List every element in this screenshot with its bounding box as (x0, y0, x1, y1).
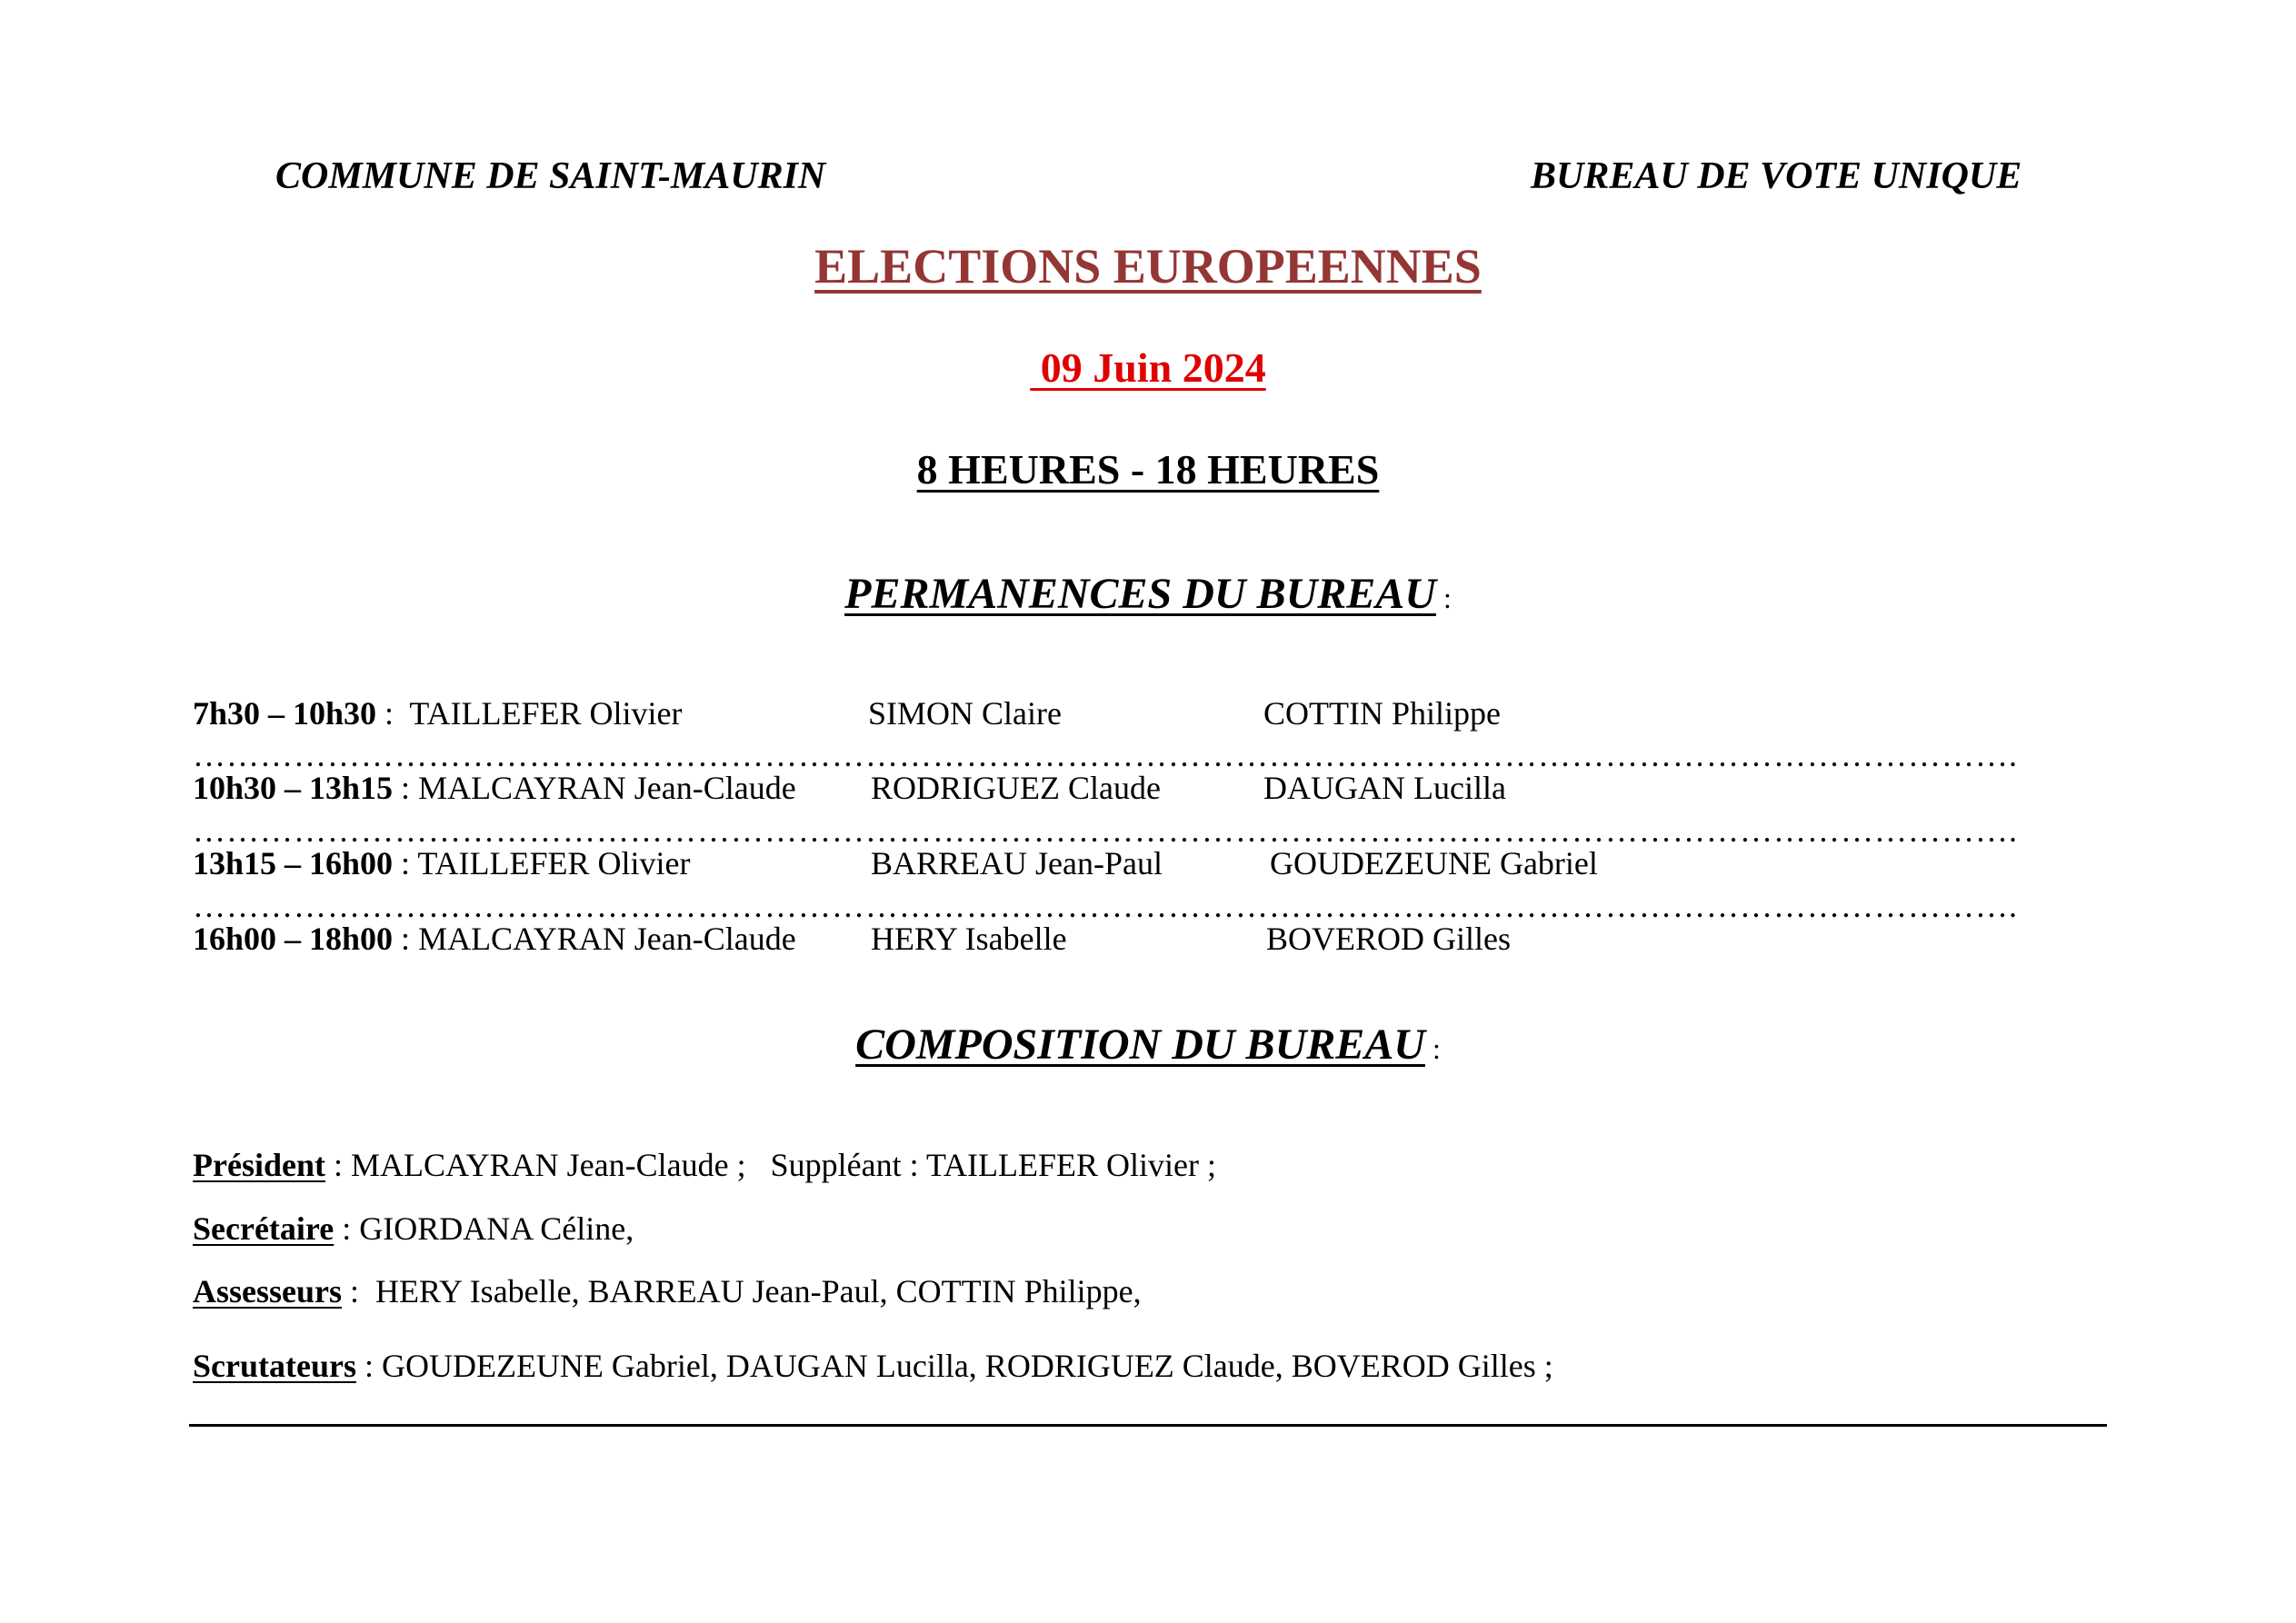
permanence-sep: : (376, 695, 410, 732)
secretaire-label: Secrétaire (193, 1210, 334, 1247)
scrutateurs-text: : GOUDEZEUNE Gabriel, DAUGAN Lucilla, RODRIGUEZ Claude, BOVEROD Gilles ; (355, 1348, 1553, 1384)
permanence-person-2: SIMON Claire (868, 695, 1062, 732)
dotted-separator: ………………………………………………………………………………………………………………………………………………. (193, 812, 2018, 849)
composition-heading (0, 1020, 2296, 1070)
permanence-row (193, 769, 796, 807)
permanence-time: 16h00 – 18h00 (193, 921, 394, 957)
assesseurs-label: Assesseurs (193, 1273, 343, 1309)
permanence-time: 7h30 – 10h30 (193, 695, 377, 732)
permanence-row (193, 920, 796, 958)
assesseurs-text: : HERY Isabelle, BARREAU Jean-Paul, COTTIN Philippe, (342, 1273, 1142, 1309)
commune-name: COMMUNE DE SAINT-MAURIN (275, 155, 826, 197)
permanence-person-3: BOVEROD Gilles (1266, 921, 1511, 957)
permanence-person-3: GOUDEZEUNE Gabriel (1270, 845, 1598, 881)
permanence-person-2: RODRIGUEZ Claude (871, 770, 1161, 806)
assesseurs-line (193, 1272, 1142, 1310)
secretaire-line (193, 1210, 634, 1248)
bureau-type: BUREAU DE VOTE UNIQUE (1531, 155, 2022, 197)
permanence-sep: : (393, 845, 418, 881)
permanence-time: 10h30 – 13h15 (193, 770, 394, 806)
permanence-sep: : (393, 770, 419, 806)
permanences-heading-label: PERMANENCES DU BUREAU (844, 570, 1436, 618)
president-text: : MALCAYRAN Jean-Claude ; Suppléant : TAILLEFER Olivier ; (324, 1147, 1217, 1183)
permanence-row (193, 844, 690, 882)
dotted-separator: ………………………………………………………………………………………………………………………………………………. (193, 737, 2018, 773)
permanences-heading-colon: : (1435, 582, 1452, 614)
scrutateurs-line (193, 1347, 1553, 1385)
president-line (193, 1146, 1216, 1184)
election-title: ELECTIONS EUROPEENNES (814, 239, 1482, 294)
president-label: Président (193, 1147, 325, 1183)
dotted-separator: ………………………………………………………………………………………………………………………………………………. (193, 888, 2018, 924)
permanence-person-3: COTTIN Philippe (1263, 695, 1501, 732)
permanence-person-2: HERY Isabelle (871, 921, 1067, 957)
opening-hours-wrap (0, 445, 2296, 493)
composition-heading-label: COMPOSITION DU BUREAU (855, 1021, 1425, 1069)
election-date-wrap (0, 344, 2296, 392)
permanences-heading (0, 569, 2296, 619)
scrutateurs-label: Scrutateurs (193, 1348, 356, 1384)
permanence-person-1: MALCAYRAN Jean-Claude (418, 921, 796, 957)
permanence-person-2: BARREAU Jean-Paul (871, 845, 1163, 881)
opening-hours: 8 HEURES - 18 HEURES (916, 446, 1380, 493)
secretaire-text: : GIORDANA Céline, (334, 1210, 634, 1247)
permanence-time: 13h15 – 16h00 (193, 845, 394, 881)
composition-heading-colon: : (1424, 1032, 1441, 1065)
permanence-sep: : (393, 921, 419, 957)
permanence-person-1: TAILLEFER Olivier (409, 695, 683, 732)
election-date: 09 Juin 2024 (1030, 344, 1266, 391)
permanence-person-3: DAUGAN Lucilla (1263, 770, 1506, 806)
permanence-person-1: MALCAYRAN Jean-Claude (418, 770, 796, 806)
permanence-person-1: TAILLEFER Olivier (417, 845, 691, 881)
bottom-rule (189, 1424, 2107, 1427)
permanence-row (193, 694, 682, 732)
election-title-wrap (0, 238, 2296, 294)
